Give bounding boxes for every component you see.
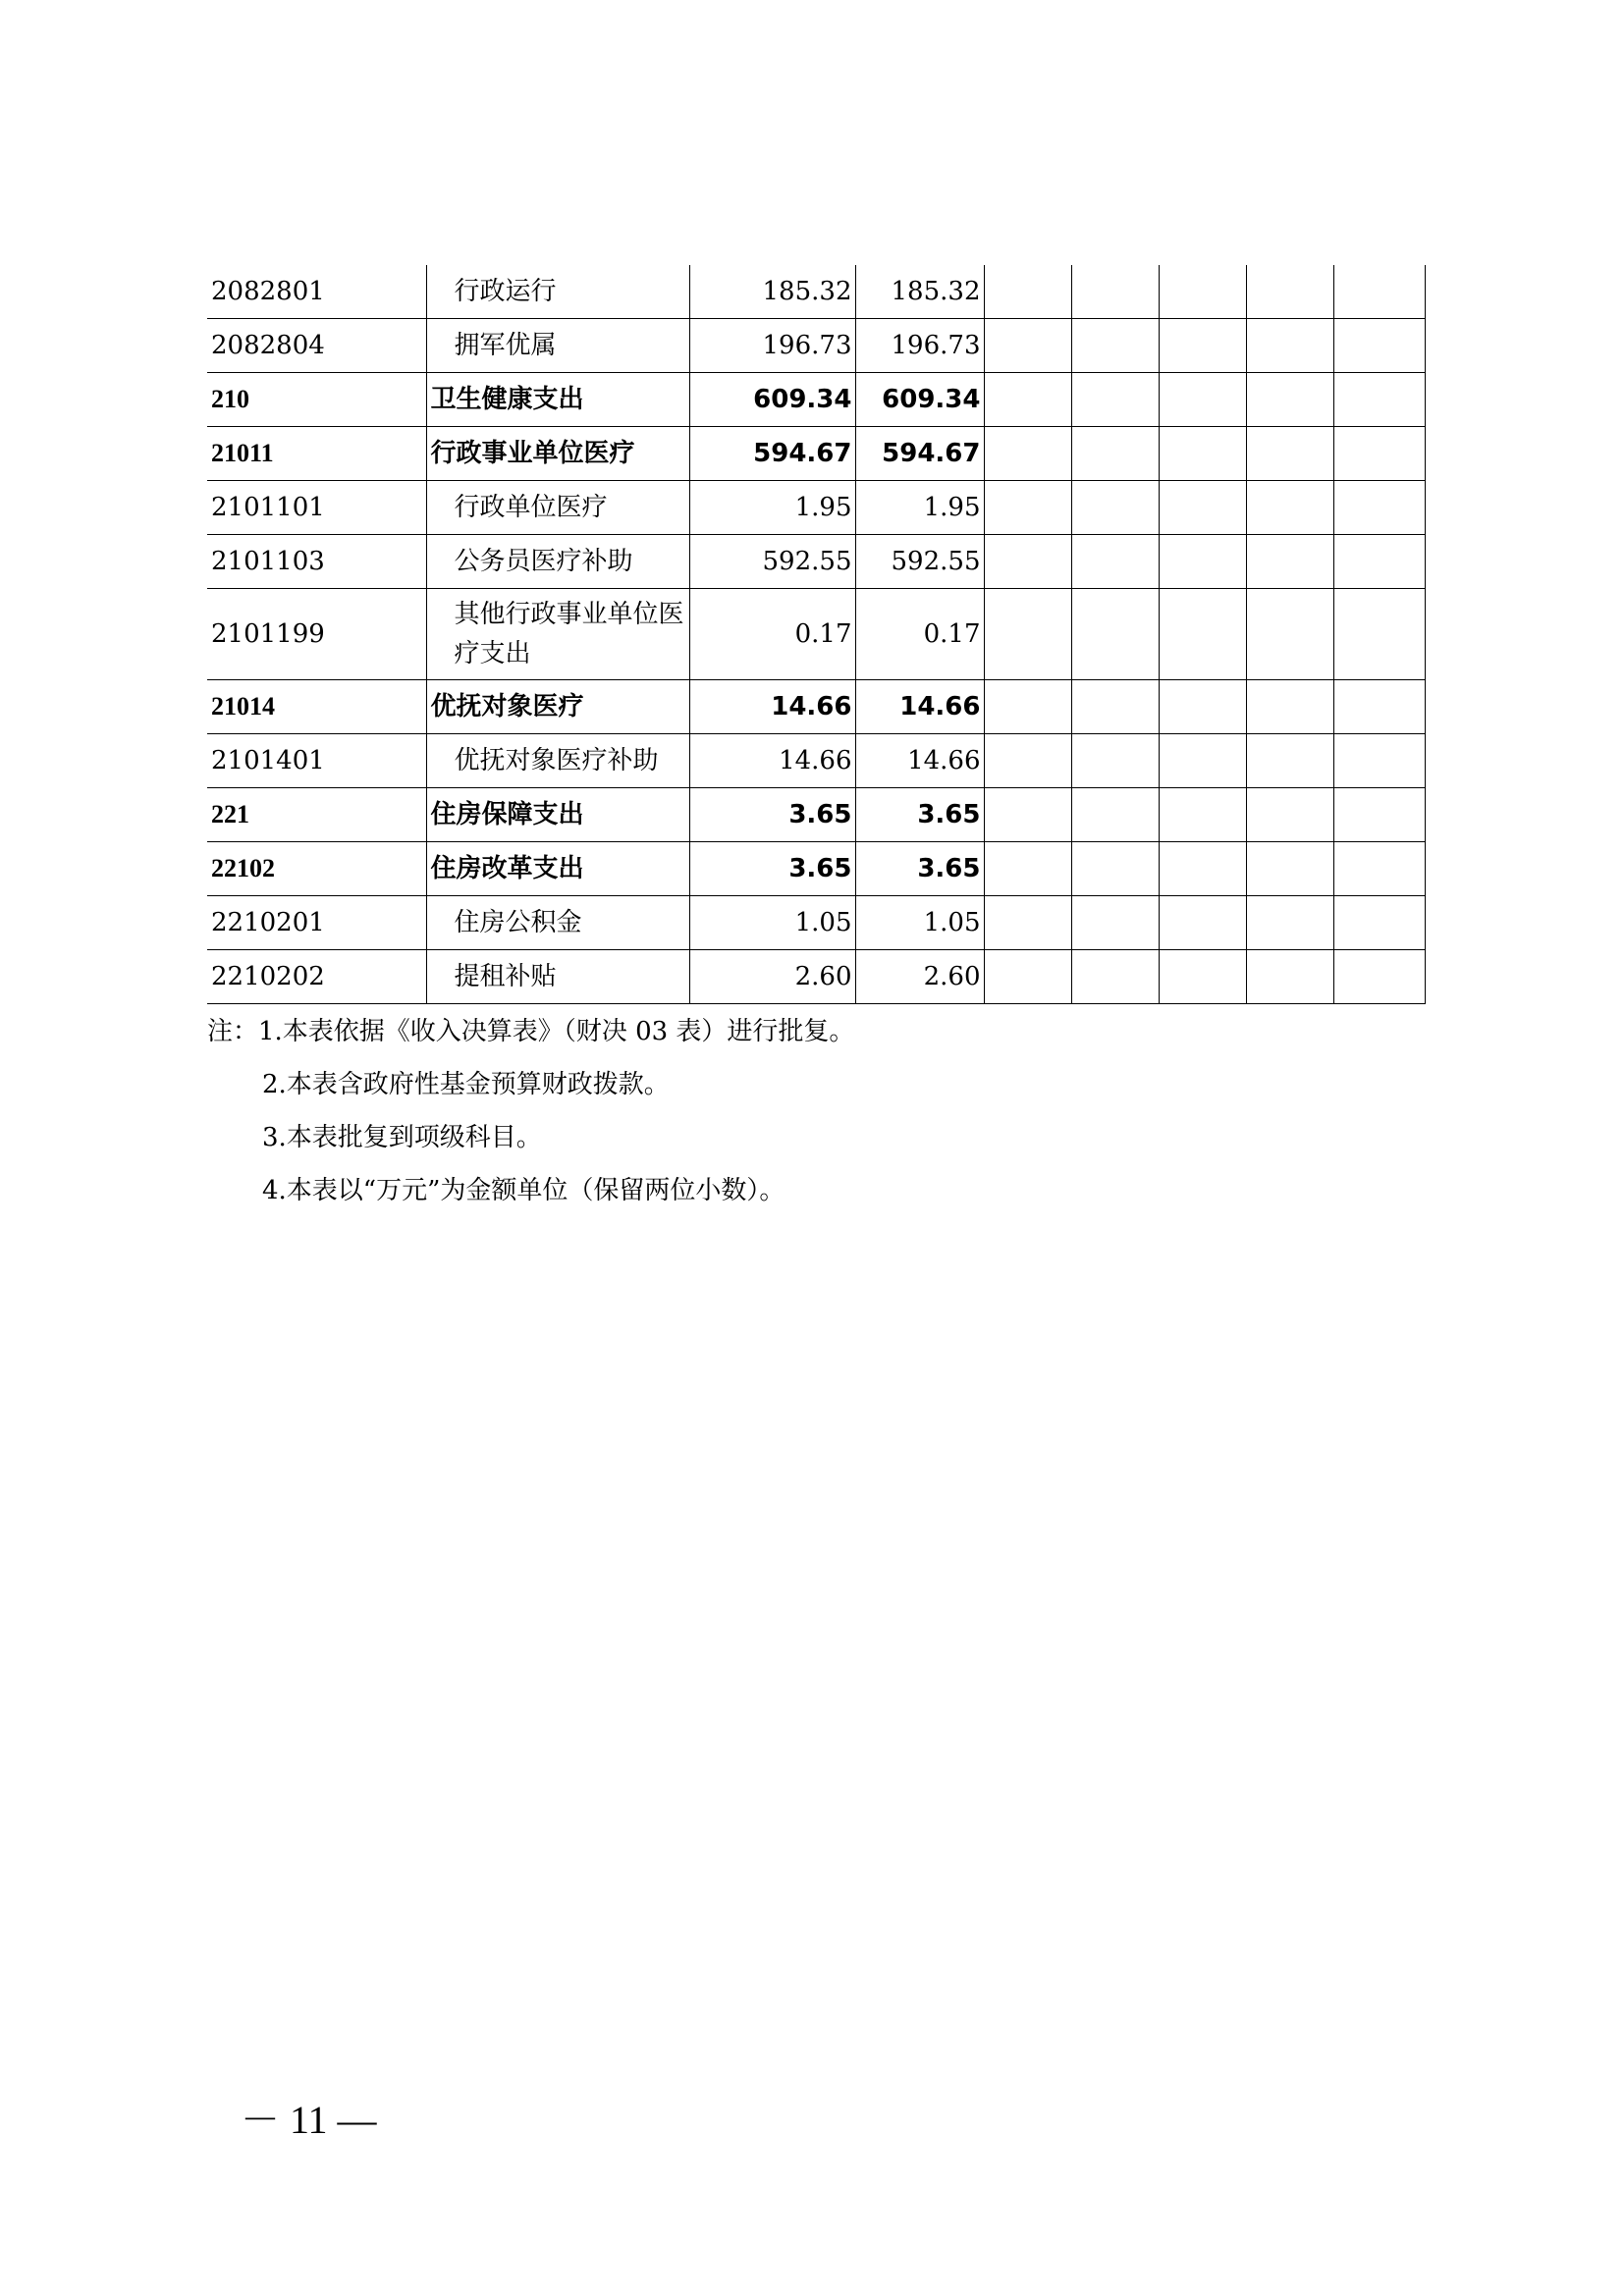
empty-cell	[984, 842, 1071, 896]
total-amount-cell: 14.66	[689, 680, 855, 734]
empty-cell	[1333, 481, 1425, 535]
note-2: 2.本表含政府性基金预算财政拨款。	[262, 1070, 670, 1099]
basic-amount-cell: 185.32	[855, 265, 984, 319]
empty-cell	[1071, 319, 1159, 373]
empty-cell	[1333, 950, 1425, 1004]
empty-cell	[1159, 589, 1246, 680]
table-row	[207, 842, 1425, 896]
subject-name-cell: 其他行政事业单位医疗支出	[426, 589, 689, 680]
total-amount-cell: 1.95	[689, 481, 855, 535]
empty-cell	[1246, 842, 1333, 896]
empty-cell	[1071, 680, 1159, 734]
note-3: 3.本表批复到项级科目。	[262, 1123, 542, 1152]
empty-cell	[1333, 265, 1425, 319]
empty-cell	[1159, 896, 1246, 950]
basic-amount-cell: 1.05	[855, 896, 984, 950]
total-amount-cell: 1.05	[689, 896, 855, 950]
empty-cell	[984, 319, 1071, 373]
subject-name-cell: 行政运行	[426, 265, 689, 319]
subject-name-cell: 优抚对象医疗	[426, 680, 689, 734]
empty-cell	[984, 950, 1071, 1004]
empty-cell	[1071, 842, 1159, 896]
table-row	[207, 788, 1425, 842]
subject-code-cell: 21014	[207, 680, 426, 734]
subject-name-cell: 提租补贴	[426, 950, 689, 1004]
subject-name-cell: 卫生健康支出	[426, 373, 689, 427]
empty-cell	[1159, 319, 1246, 373]
table-row	[207, 535, 1425, 589]
basic-amount-cell: 594.67	[855, 427, 984, 481]
page-number: － 11 —	[241, 2098, 377, 2142]
empty-cell	[1159, 481, 1246, 535]
empty-cell	[1246, 427, 1333, 481]
empty-cell	[1333, 734, 1425, 788]
empty-cell	[1333, 535, 1425, 589]
empty-cell	[1246, 319, 1333, 373]
total-amount-cell: 14.66	[689, 734, 855, 788]
empty-cell	[984, 788, 1071, 842]
table-notes	[207, 1005, 854, 1217]
total-amount-cell: 196.73	[689, 319, 855, 373]
total-amount-cell: 185.32	[689, 265, 855, 319]
table-row	[207, 950, 1425, 1004]
empty-cell	[984, 680, 1071, 734]
subject-name-cell: 拥军优属	[426, 319, 689, 373]
empty-cell	[984, 481, 1071, 535]
table-row	[207, 589, 1425, 680]
subject-name-cell: 住房公积金	[426, 896, 689, 950]
empty-cell	[1246, 265, 1333, 319]
empty-cell	[1333, 842, 1425, 896]
subject-code-cell: 2101199	[207, 589, 426, 680]
appropriation-table-section	[207, 265, 1425, 1004]
empty-cell	[1159, 535, 1246, 589]
basic-amount-cell: 3.65	[855, 842, 984, 896]
table-row	[207, 896, 1425, 950]
empty-cell	[1333, 427, 1425, 481]
total-amount-cell: 2.60	[689, 950, 855, 1004]
empty-cell	[1246, 589, 1333, 680]
basic-amount-cell: 1.95	[855, 481, 984, 535]
subject-name-cell: 住房改革支出	[426, 842, 689, 896]
empty-cell	[1159, 734, 1246, 788]
table-row	[207, 680, 1425, 734]
subject-name-cell: 行政单位医疗	[426, 481, 689, 535]
empty-cell	[1246, 680, 1333, 734]
empty-cell	[1159, 427, 1246, 481]
empty-cell	[1333, 896, 1425, 950]
empty-cell	[984, 427, 1071, 481]
total-amount-cell: 609.34	[689, 373, 855, 427]
subject-code-cell: 221	[207, 788, 426, 842]
basic-amount-cell: 14.66	[855, 734, 984, 788]
subject-code-cell: 2082801	[207, 265, 426, 319]
empty-cell	[1246, 896, 1333, 950]
empty-cell	[1246, 481, 1333, 535]
empty-cell	[984, 734, 1071, 788]
table-row	[207, 373, 1425, 427]
basic-amount-cell: 0.17	[855, 589, 984, 680]
empty-cell	[1333, 680, 1425, 734]
basic-amount-cell: 14.66	[855, 680, 984, 734]
empty-cell	[1159, 680, 1246, 734]
subject-code-cell: 2210201	[207, 896, 426, 950]
empty-cell	[1071, 788, 1159, 842]
table-row	[207, 319, 1425, 373]
table-row	[207, 481, 1425, 535]
subject-name-cell: 住房保障支出	[426, 788, 689, 842]
empty-cell	[1246, 950, 1333, 1004]
subject-code-cell: 2082804	[207, 319, 426, 373]
empty-cell	[984, 896, 1071, 950]
total-amount-cell: 0.17	[689, 589, 855, 680]
empty-cell	[1333, 589, 1425, 680]
empty-cell	[984, 373, 1071, 427]
subject-code-cell: 22102	[207, 842, 426, 896]
expenditure-table	[207, 265, 1426, 1004]
empty-cell	[1071, 481, 1159, 535]
empty-cell	[984, 589, 1071, 680]
subject-name-cell: 优抚对象医疗补助	[426, 734, 689, 788]
subject-code-cell: 21011	[207, 427, 426, 481]
empty-cell	[1333, 373, 1425, 427]
empty-cell	[1159, 265, 1246, 319]
subject-code-cell: 210	[207, 373, 426, 427]
empty-cell	[1246, 788, 1333, 842]
total-amount-cell: 3.65	[689, 788, 855, 842]
subject-code-cell: 2101103	[207, 535, 426, 589]
note-4: 4.本表以“万元”为金额单位（保留两位小数）。	[262, 1176, 785, 1205]
empty-cell	[1071, 950, 1159, 1004]
table-body	[207, 265, 1425, 1004]
empty-cell	[1071, 427, 1159, 481]
empty-cell	[1071, 734, 1159, 788]
empty-cell	[1159, 842, 1246, 896]
empty-cell	[1071, 535, 1159, 589]
empty-cell	[1246, 734, 1333, 788]
basic-amount-cell: 196.73	[855, 319, 984, 373]
basic-amount-cell: 2.60	[855, 950, 984, 1004]
basic-amount-cell: 609.34	[855, 373, 984, 427]
subject-code-cell: 2101101	[207, 481, 426, 535]
empty-cell	[984, 265, 1071, 319]
total-amount-cell: 3.65	[689, 842, 855, 896]
empty-cell	[1071, 265, 1159, 319]
total-amount-cell: 594.67	[689, 427, 855, 481]
subject-code-cell: 2101401	[207, 734, 426, 788]
subject-name-cell: 行政事业单位医疗	[426, 427, 689, 481]
empty-cell	[1159, 373, 1246, 427]
empty-cell	[1333, 319, 1425, 373]
total-amount-cell: 592.55	[689, 535, 855, 589]
table-row	[207, 427, 1425, 481]
basic-amount-cell: 592.55	[855, 535, 984, 589]
empty-cell	[1071, 589, 1159, 680]
subject-name-cell: 公务员医疗补助	[426, 535, 689, 589]
table-row	[207, 734, 1425, 788]
empty-cell	[1159, 950, 1246, 1004]
empty-cell	[1246, 535, 1333, 589]
note-1: 注：1.本表依据《收入决算表》（财决 03 表）进行批复。	[207, 1017, 855, 1046]
basic-amount-cell: 3.65	[855, 788, 984, 842]
empty-cell	[1333, 788, 1425, 842]
empty-cell	[1071, 896, 1159, 950]
empty-cell	[1071, 373, 1159, 427]
subject-code-cell: 2210202	[207, 950, 426, 1004]
empty-cell	[984, 535, 1071, 589]
table-row	[207, 265, 1425, 319]
empty-cell	[1159, 788, 1246, 842]
empty-cell	[1246, 373, 1333, 427]
